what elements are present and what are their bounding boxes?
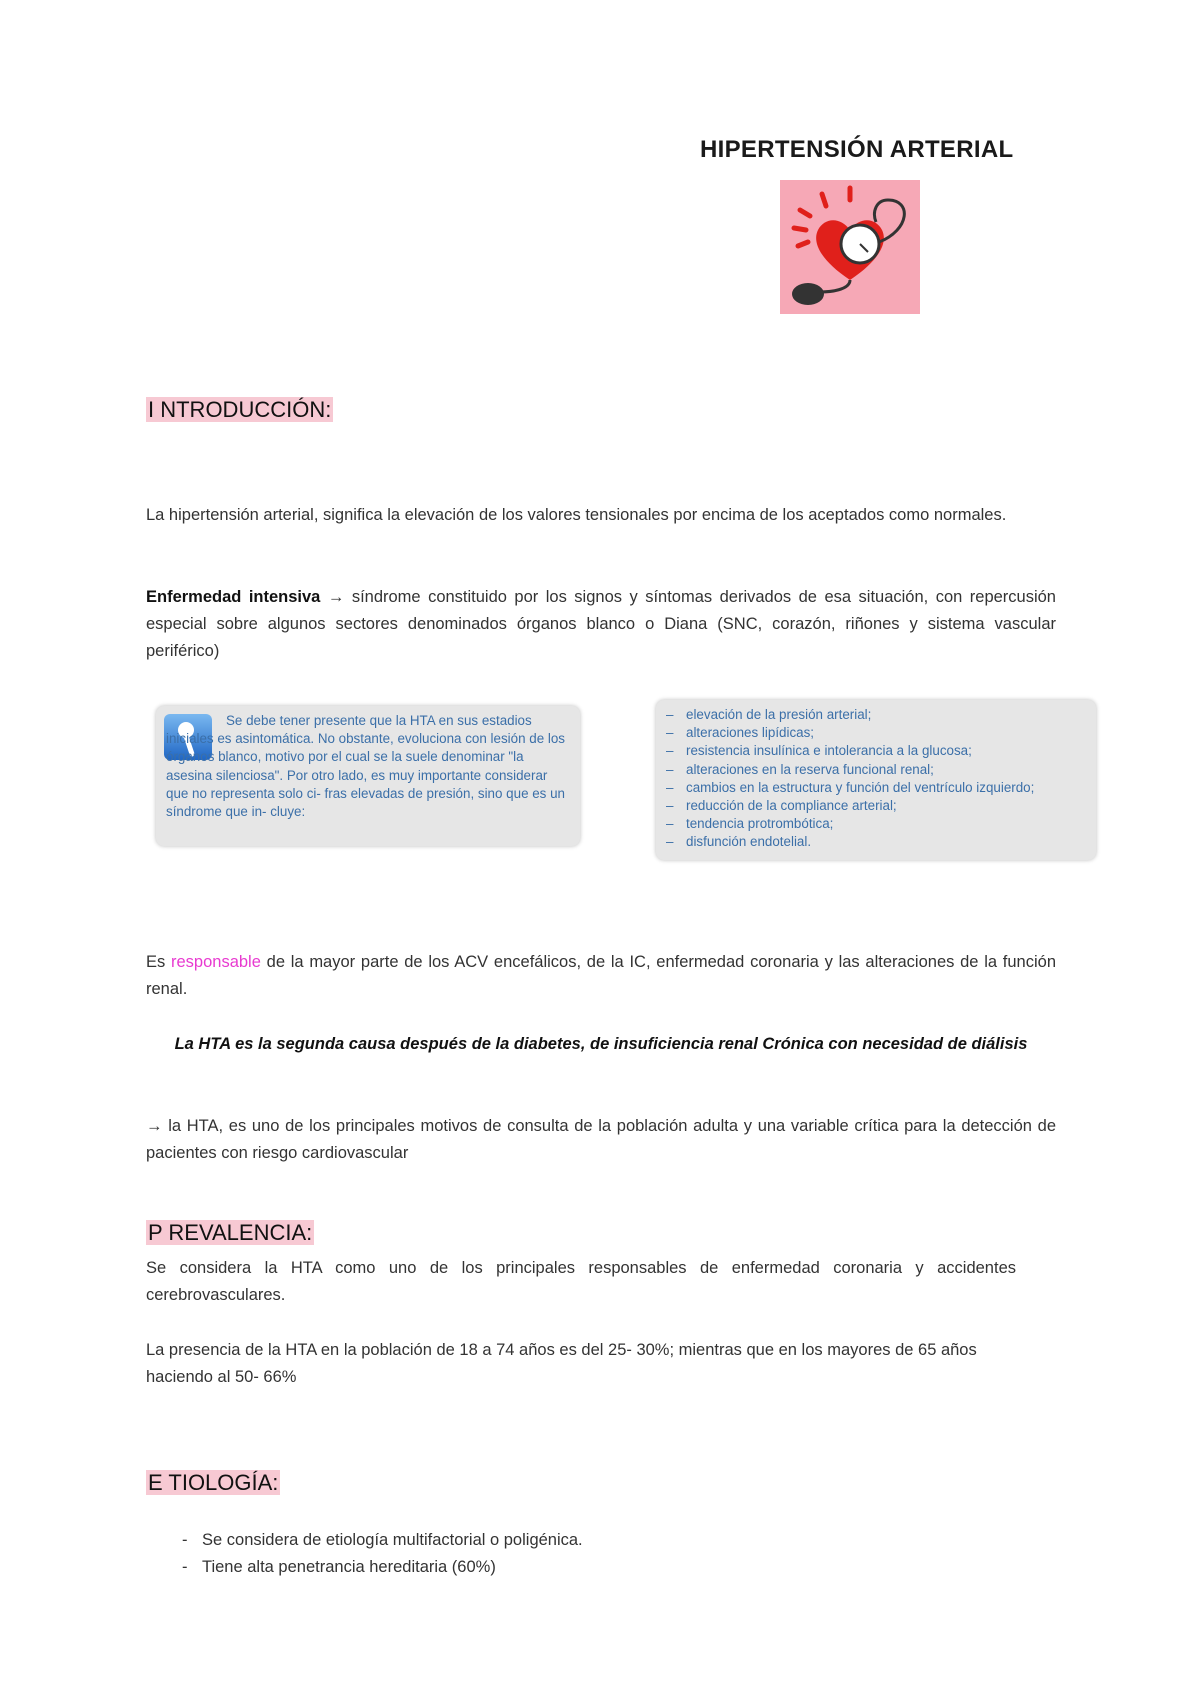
heart-blood-pressure-logo <box>780 180 920 314</box>
responsable-highlight: responsable <box>171 953 261 971</box>
list-item: – elevación de la presión arterial; <box>666 707 872 722</box>
section-heading-prevalencia: P REVALENCIA: <box>148 1220 313 1245</box>
list-item: – alteraciones en la reserva funcional renal; <box>666 761 934 777</box>
intro-paragraph-2 <box>146 584 1056 665</box>
info-box-right <box>656 700 1096 860</box>
list-item: - Tiene alta penetrancia hereditaria (60%) <box>182 1554 1042 1581</box>
intro-paragraph-5: → la HTA, es uno de los principales motivos de consulta de la población adulta y una variable crítica para la detección de pacientes con riesgo cardiovascular <box>146 1117 1056 1162</box>
info-box-left-text: Se debe tener presente que la HTA en sus estadios iniciales es asintomática. No obstante, evoluciona con lesión de los órganos blanco, motivo por el cual se la suele denominar "la asesina silenciosa". Por otro lado, es muy importante considerar que no representa solo ci- fras elevadas de presión, sino que es un síndrome que in- cluye: <box>166 713 565 820</box>
etiology-list <box>182 1527 1042 1581</box>
list-item: – alteraciones lipídicas; <box>666 725 815 741</box>
section-heading-etiologia: E TIOLOGÍA: <box>148 1470 279 1495</box>
prevalence-paragraph-2: La presencia de la HTA en la población de 18 a 74 años es del 25- 30%; mientras que en los mayores de 65 años haciendo al 50- 66% <box>146 1341 977 1386</box>
list-item: - Se considera de etiología multifactorial o poligénica. <box>182 1527 1042 1554</box>
intro-heading-wrap <box>146 395 333 425</box>
intro-emphasis: La HTA es la segunda causa después de la diabetes, de insuficiencia renal Crónica con necesidad de diálisis <box>174 1035 1028 1053</box>
intro-paragraph-2-text: síndrome constituido por los signos y síntomas derivados de esa situación, con repercusión especial sobre algunos sectores denominados órganos blanco o Diana (SNC, corazón, riñones y sistema vascular periférico) <box>146 588 1056 660</box>
info-box-left <box>156 706 580 846</box>
prevalence-paragraph-1: Se considera la HTA como uno de los principales responsables de enfermedad coronaria y accidentes cerebrovasculares. <box>146 1259 1016 1304</box>
heart-blood-pressure-icon <box>780 180 920 314</box>
page-title: HIPERTENSIÓN ARTERIAL <box>700 136 1014 163</box>
intro-paragraph-1: La hipertensión arterial, significa la elevación de los valores tensionales por encima de los aceptados como normales. <box>146 506 1007 524</box>
etiology-heading-wrap <box>146 1468 280 1498</box>
prevalence-heading-wrap <box>146 1218 314 1248</box>
info-box-right-list <box>666 706 1091 852</box>
list-item: – reducción de la compliance arterial; <box>666 798 897 814</box>
list-item: – disfunción endotelial. <box>666 834 812 850</box>
list-item: – tendencia protrombótica; <box>666 816 834 832</box>
section-heading-introduccion: I NTRODUCCIÓN: <box>148 397 332 422</box>
enfermedad-intensiva-term: Enfermedad intensiva <box>146 588 321 606</box>
list-item: – cambios en la estructura y función del ventrículo izquierdo; <box>666 779 1035 795</box>
intro-paragraph-3: Es responsable de la mayor parte de los ACV encefálicos, de la IC, enfermedad coronaria y las alteraciones de la función renal. <box>146 953 1056 998</box>
list-item: – resistencia insulínica e intolerancia a la glucosa; <box>666 743 972 759</box>
arrow-symbol: → <box>327 588 345 606</box>
